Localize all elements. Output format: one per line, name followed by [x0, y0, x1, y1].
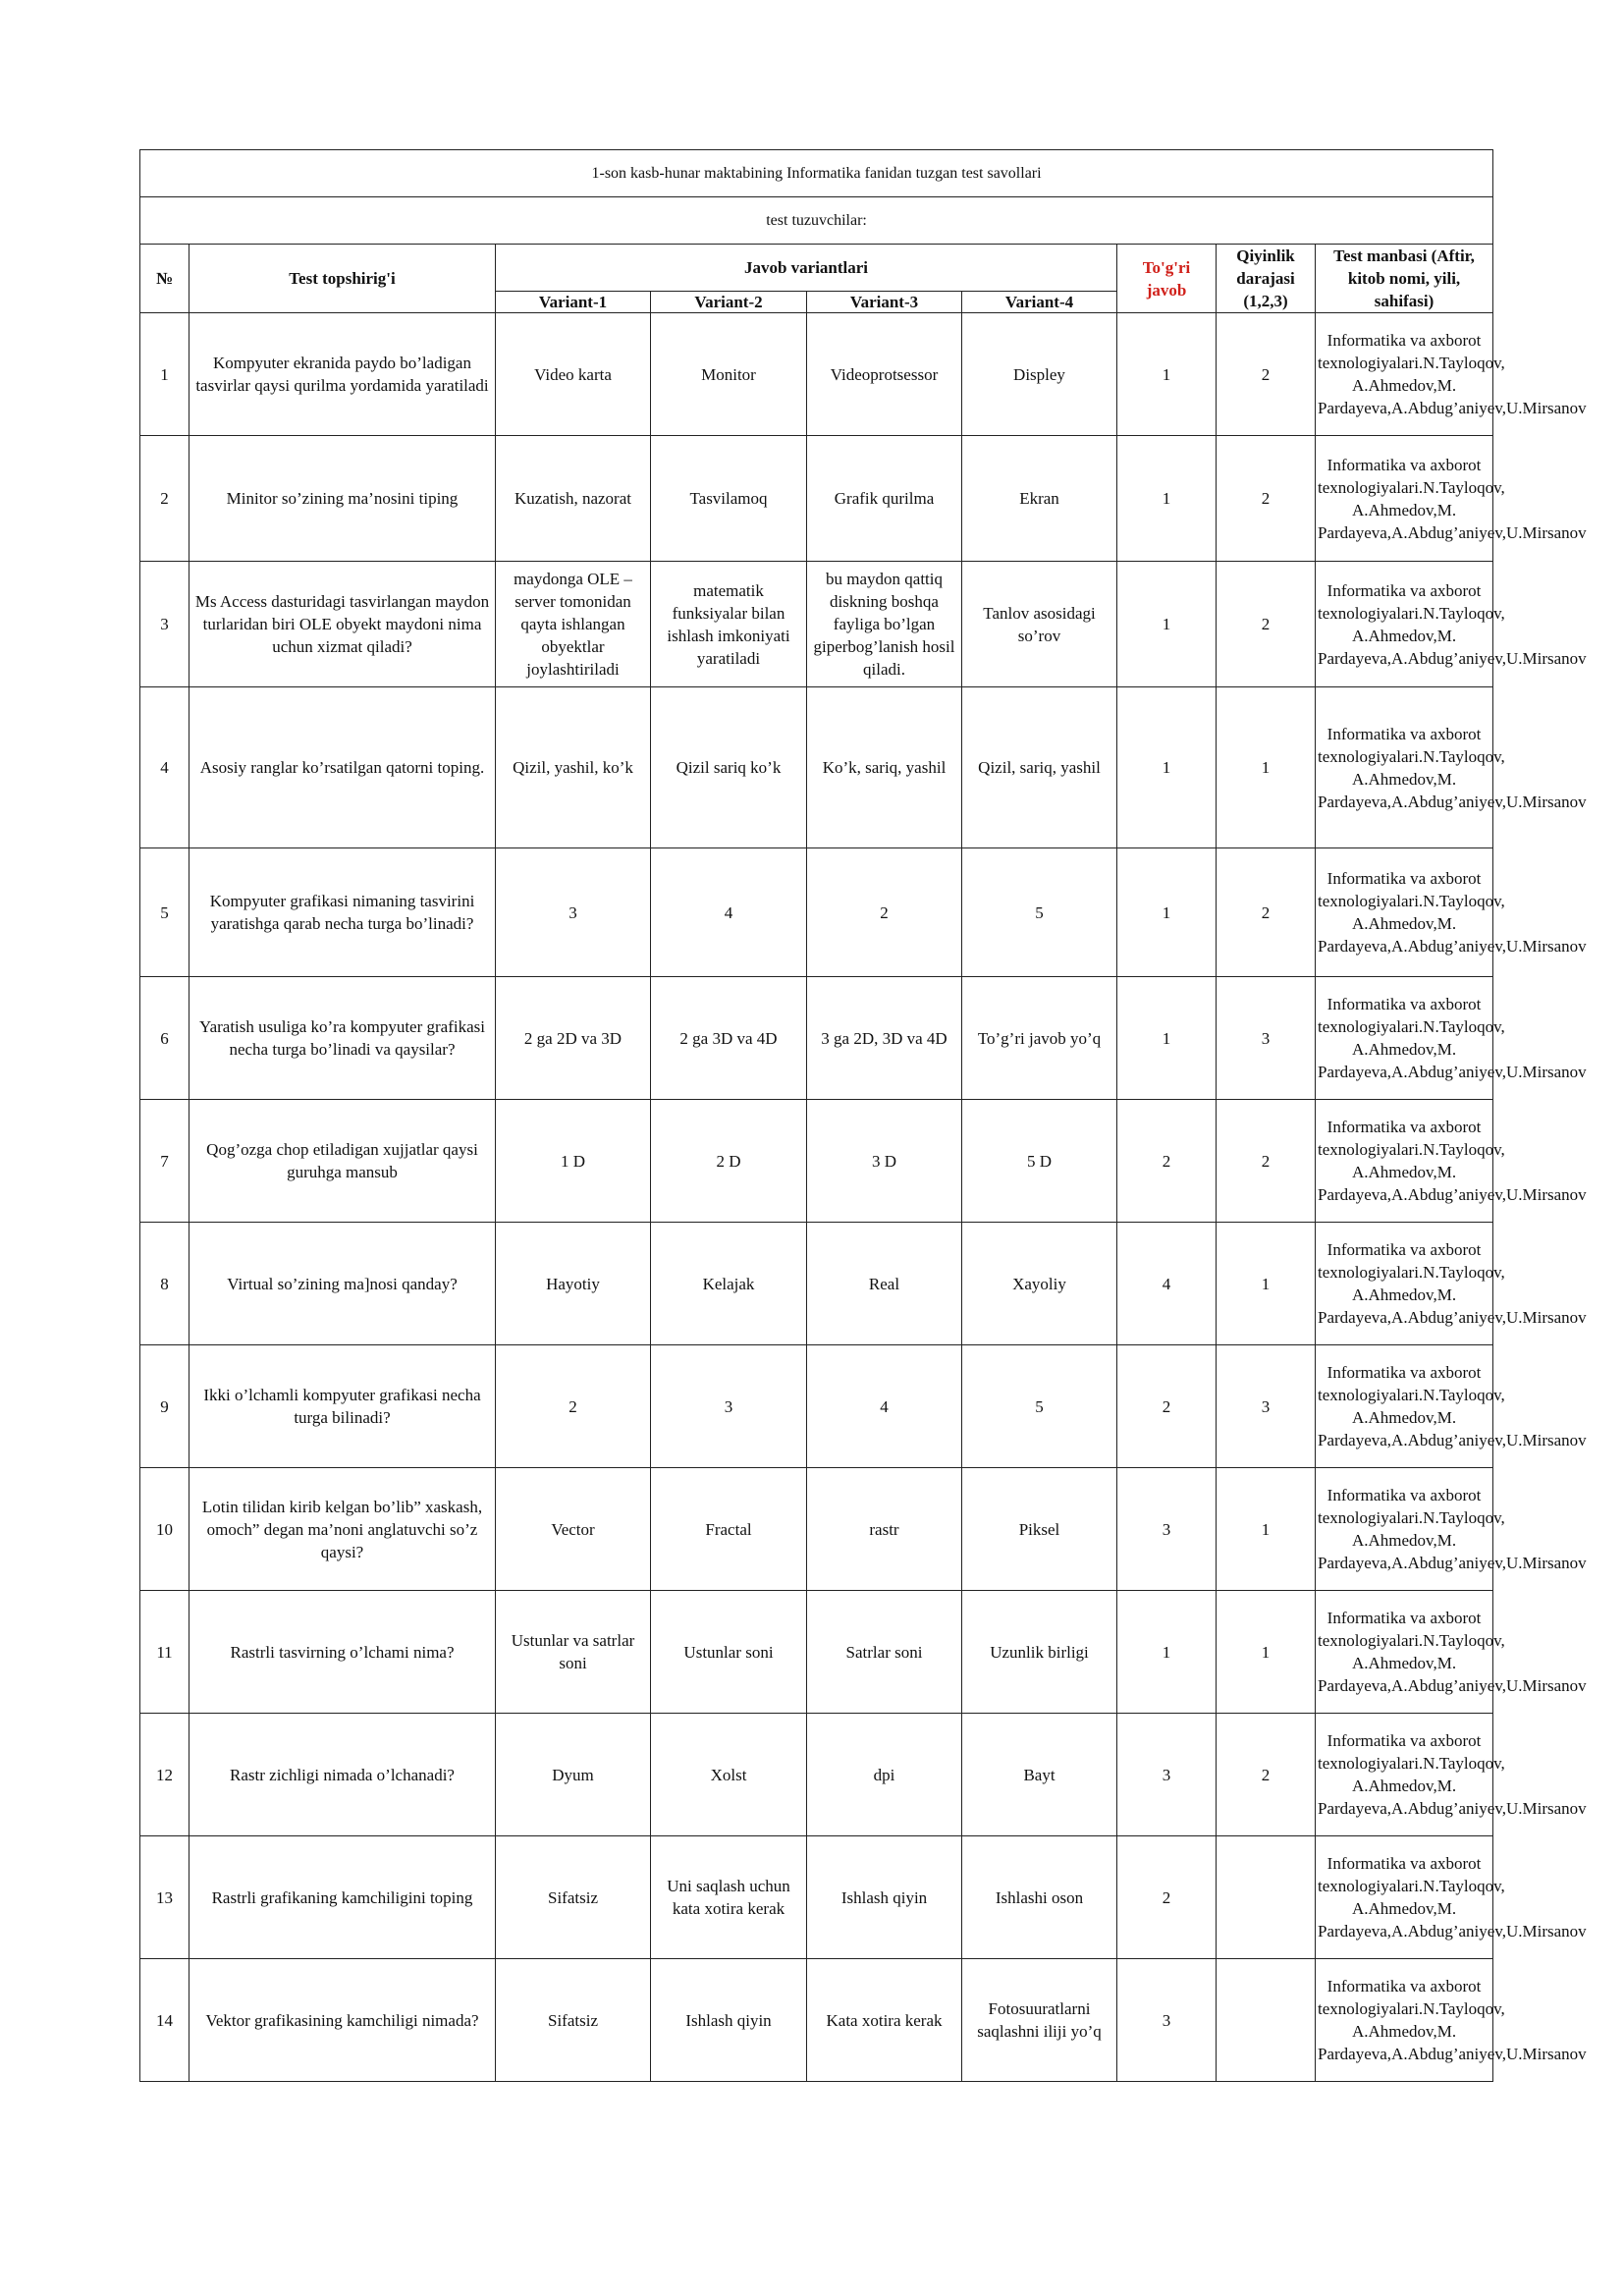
- row-question: Ikki o’lchamli kompyuter grafikasi necha turga bilinadi?: [189, 1345, 496, 1468]
- row-source: Informatika va axborot texnologiyalari.N.Tayloqov, A.Ahmedov,M. Pardayeva,A.Abdug’aniyev,U.Mirsanov: [1316, 1345, 1493, 1468]
- row-correct-answer: 1: [1117, 687, 1217, 848]
- header-difficulty: [1217, 245, 1316, 313]
- row-question: Qog’ozga chop etiladigan xujjatlar qaysi guruhga mansub: [189, 1100, 496, 1223]
- row-question: Kompyuter ekranida paydo bo’ladigan tasvirlar qaysi qurilma yordamida yaratiladi: [189, 313, 496, 436]
- row-variant-4: Xayoliy: [962, 1223, 1117, 1345]
- row-variant-3: dpi: [807, 1714, 962, 1836]
- row-correct-answer: 1: [1117, 562, 1217, 687]
- header-difficulty-text: Qiyinlik darajasi (1,2,3): [1236, 246, 1295, 310]
- row-source: Informatika va axborot texnologiyalari.N.Tayloqov, A.Ahmedov,M. Pardayeva,A.Abdug’aniyev,U.Mirsanov: [1316, 436, 1493, 562]
- row-difficulty: 2: [1217, 1100, 1316, 1223]
- header-task: Test topshirig'i: [189, 245, 496, 313]
- row-variant-2: matematik funksiyalar bilan ishlash imkoniyati yaratiladi: [651, 562, 807, 687]
- row-variant-4: Ekran: [962, 436, 1117, 562]
- row-variant-2: Tasvilamoq: [651, 436, 807, 562]
- row-difficulty: 2: [1217, 313, 1316, 436]
- row-variant-3: Kata xotira kerak: [807, 1959, 962, 2082]
- row-correct-answer: 4: [1117, 1223, 1217, 1345]
- row-difficulty: 2: [1217, 436, 1316, 562]
- row-variant-1: Vector: [496, 1468, 651, 1591]
- row-variant-2: 2 D: [651, 1100, 807, 1223]
- row-correct-answer: 2: [1117, 1100, 1217, 1223]
- row-number: 8: [140, 1223, 189, 1345]
- row-variant-2: Xolst: [651, 1714, 807, 1836]
- table-row: [140, 436, 1493, 562]
- row-question: Ms Access dasturidagi tasvirlangan maydon turlaridan biri OLE obyekt maydoni nima uchun xizmat qiladi?: [189, 562, 496, 687]
- table-row: [140, 1468, 1493, 1591]
- row-number: 11: [140, 1591, 189, 1714]
- row-source: Informatika va axborot texnologiyalari.N.Tayloqov, A.Ahmedov,M. Pardayeva,A.Abdug’aniyev,U.Mirsanov: [1316, 1959, 1493, 2082]
- table-row: [140, 687, 1493, 848]
- row-source: Informatika va axborot texnologiyalari.N.Tayloqov, A.Ahmedov,M. Pardayeva,A.Abdug’aniyev,U.Mirsanov: [1316, 977, 1493, 1100]
- row-difficulty: 2: [1217, 848, 1316, 977]
- row-variant-2: Kelajak: [651, 1223, 807, 1345]
- question-rows: [140, 313, 1587, 2082]
- row-variant-1: 2 ga 2D va 3D: [496, 977, 651, 1100]
- header-source: Test manbasi (Aftir, kitob nomi, yili, sahifasi): [1316, 245, 1493, 313]
- table-row: [140, 562, 1493, 687]
- table-row: [140, 313, 1493, 436]
- row-variant-3: Grafik qurilma: [807, 436, 962, 562]
- row-correct-answer: 2: [1117, 1345, 1217, 1468]
- row-variant-1: Sifatsiz: [496, 1959, 651, 2082]
- table-row: [140, 1223, 1493, 1345]
- row-number: 10: [140, 1468, 189, 1591]
- row-variant-1: Sifatsiz: [496, 1836, 651, 1959]
- row-variant-4: Fotosuuratlarni saqlashni iliji yo’q: [962, 1959, 1117, 2082]
- row-variant-2: Fractal: [651, 1468, 807, 1591]
- row-variant-4: Piksel: [962, 1468, 1117, 1591]
- row-variant-1: 3: [496, 848, 651, 977]
- row-number: 14: [140, 1959, 189, 2082]
- row-correct-answer: 1: [1117, 436, 1217, 562]
- row-variant-4: 5 D: [962, 1100, 1117, 1223]
- row-variant-3: 3 ga 2D, 3D va 4D: [807, 977, 962, 1100]
- row-number: 4: [140, 687, 189, 848]
- authors-line: test tuzuvchilar:: [140, 197, 1493, 245]
- row-variant-3: Real: [807, 1223, 962, 1345]
- row-question: Minitor so’zining ma’nosini tiping: [189, 436, 496, 562]
- row-variant-4: Uzunlik birligi: [962, 1591, 1117, 1714]
- row-variant-1: 1 D: [496, 1100, 651, 1223]
- row-question: Yaratish usuliga ko’ra kompyuter grafikasi necha turga bo’linadi va qaysilar?: [189, 977, 496, 1100]
- row-variant-3: Ishlash qiyin: [807, 1836, 962, 1959]
- row-number: 7: [140, 1100, 189, 1223]
- row-variant-2: Uni saqlash uchun kata xotira kerak: [651, 1836, 807, 1959]
- row-variant-1: Qizil, yashil, ko’k: [496, 687, 651, 848]
- row-difficulty: 3: [1217, 977, 1316, 1100]
- row-variant-1: 2: [496, 1345, 651, 1468]
- row-difficulty: 2: [1217, 562, 1316, 687]
- row-difficulty: 1: [1217, 1223, 1316, 1345]
- row-number: 2: [140, 436, 189, 562]
- header-variant-2: Variant-2: [651, 292, 807, 313]
- row-correct-answer: 3: [1117, 1468, 1217, 1591]
- row-question: Lotin tilidan kirib kelgan bo’lib” xaskash, omoch” degan ma’noni anglatuvchi so’z qaysi?: [189, 1468, 496, 1591]
- row-variant-2: 3: [651, 1345, 807, 1468]
- row-source: Informatika va axborot texnologiyalari.N.Tayloqov, A.Ahmedov,M. Pardayeva,A.Abdug’aniyev,U.Mirsanov: [1316, 848, 1493, 977]
- row-variant-3: bu maydon qattiq diskning boshqa fayliga bo’lgan giperbog’lanish hosil qiladi.: [807, 562, 962, 687]
- row-number: 1: [140, 313, 189, 436]
- table-row: [140, 1100, 1493, 1223]
- table-row: [140, 1345, 1493, 1468]
- row-correct-answer: 1: [1117, 313, 1217, 436]
- row-question: Rastrli tasvirning o’lchami nima?: [189, 1591, 496, 1714]
- row-question: Rastrli grafikaning kamchiligini toping: [189, 1836, 496, 1959]
- table-row: [140, 1959, 1493, 2082]
- row-difficulty: 1: [1217, 1591, 1316, 1714]
- row-variant-3: Videoprotsessor: [807, 313, 962, 436]
- row-difficulty: 3: [1217, 1345, 1316, 1468]
- row-correct-answer: 3: [1117, 1959, 1217, 2082]
- row-variant-3: Ko’k, sariq, yashil: [807, 687, 962, 848]
- row-correct-answer: 3: [1117, 1714, 1217, 1836]
- row-source: Informatika va axborot texnologiyalari.N.Tayloqov, A.Ahmedov,M. Pardayeva,A.Abdug’aniyev,U.Mirsanov: [1316, 1836, 1493, 1959]
- row-variant-3: 2: [807, 848, 962, 977]
- row-variant-4: To’g’ri javob yo’q: [962, 977, 1117, 1100]
- row-correct-answer: 1: [1117, 1591, 1217, 1714]
- row-variant-4: Tanlov asosidagi so’rov: [962, 562, 1117, 687]
- row-variant-1: Ustunlar va satrlar soni: [496, 1591, 651, 1714]
- sheet-title: 1-son kasb-hunar maktabining Informatika fanidan tuzgan test savollari: [140, 150, 1493, 197]
- row-number: 3: [140, 562, 189, 687]
- row-source: Informatika va axborot texnologiyalari.N.Tayloqov, A.Ahmedov,M. Pardayeva,A.Abdug’aniyev,U.Mirsanov: [1316, 1223, 1493, 1345]
- table-row: [140, 1836, 1493, 1959]
- row-question: Virtual so’zining ma]nosi qanday?: [189, 1223, 496, 1345]
- row-source: Informatika va axborot texnologiyalari.N.Tayloqov, A.Ahmedov,M. Pardayeva,A.Abdug’aniyev,U.Mirsanov: [1316, 562, 1493, 687]
- row-source: Informatika va axborot texnologiyalari.N.Tayloqov, A.Ahmedov,M. Pardayeva,A.Abdug’aniyev,U.Mirsanov: [1316, 1100, 1493, 1223]
- row-variant-1: maydonga OLE – server tomonidan qayta ishlangan obyektlar joylashtiriladi: [496, 562, 651, 687]
- row-question: Asosiy ranglar ko’rsatilgan qatorni toping.: [189, 687, 496, 848]
- row-difficulty: [1217, 1959, 1316, 2082]
- row-correct-answer: 1: [1117, 848, 1217, 977]
- row-number: 9: [140, 1345, 189, 1468]
- row-number: 6: [140, 977, 189, 1100]
- row-variant-1: Video karta: [496, 313, 651, 436]
- row-question: Vektor grafikasining kamchiligi nimada?: [189, 1959, 496, 2082]
- test-questions-table: [139, 149, 1587, 2082]
- row-question: Kompyuter grafikasi nimaning tasvirini yaratishga qarab necha turga bo’linadi?: [189, 848, 496, 977]
- table-row: [140, 977, 1493, 1100]
- table-row: [140, 848, 1493, 977]
- row-variant-3: rastr: [807, 1468, 962, 1591]
- header-variant-1: Variant-1: [496, 292, 651, 313]
- row-difficulty: 1: [1217, 687, 1316, 848]
- row-variant-2: Ishlash qiyin: [651, 1959, 807, 2082]
- row-variant-4: Displey: [962, 313, 1117, 436]
- table-row: [140, 1591, 1493, 1714]
- header-variant-3: Variant-3: [807, 292, 962, 313]
- row-source: Informatika va axborot texnologiyalari.N.Tayloqov, A.Ahmedov,M. Pardayeva,A.Abdug’aniyev,U.Mirsanov: [1316, 687, 1493, 848]
- row-number: 13: [140, 1836, 189, 1959]
- row-difficulty: 2: [1217, 1714, 1316, 1836]
- row-variant-4: 5: [962, 848, 1117, 977]
- row-source: Informatika va axborot texnologiyalari.N.Tayloqov, A.Ahmedov,M. Pardayeva,A.Abdug’aniyev,U.Mirsanov: [1316, 313, 1493, 436]
- row-variant-4: 5: [962, 1345, 1117, 1468]
- row-variant-2: Ustunlar soni: [651, 1591, 807, 1714]
- row-difficulty: 1: [1217, 1468, 1316, 1591]
- row-source: Informatika va axborot texnologiyalari.N.Tayloqov, A.Ahmedov,M. Pardayeva,A.Abdug’aniyev,U.Mirsanov: [1316, 1714, 1493, 1836]
- row-variant-4: Ishlashi oson: [962, 1836, 1117, 1959]
- row-correct-answer: 1: [1117, 977, 1217, 1100]
- row-variant-3: 3 D: [807, 1100, 962, 1223]
- row-variant-3: 4: [807, 1345, 962, 1468]
- row-question: Rastr zichligi nimada o’lchanadi?: [189, 1714, 496, 1836]
- row-variant-1: Dyum: [496, 1714, 651, 1836]
- header-variant-4: Variant-4: [962, 292, 1117, 313]
- row-variant-4: Bayt: [962, 1714, 1117, 1836]
- header-number: №: [140, 245, 189, 313]
- row-correct-answer: 2: [1117, 1836, 1217, 1959]
- row-variant-2: 4: [651, 848, 807, 977]
- row-variant-2: Monitor: [651, 313, 807, 436]
- row-variant-1: Kuzatish, nazorat: [496, 436, 651, 562]
- row-variant-4: Qizil, sariq, yashil: [962, 687, 1117, 848]
- header-correct-answer: To'g'ri javob: [1117, 245, 1217, 313]
- header-answer-variants: Javob variantlari: [496, 245, 1117, 292]
- row-number: 12: [140, 1714, 189, 1836]
- row-variant-2: 2 ga 3D va 4D: [651, 977, 807, 1100]
- row-number: 5: [140, 848, 189, 977]
- row-variant-3: Satrlar soni: [807, 1591, 962, 1714]
- row-variant-1: Hayotiy: [496, 1223, 651, 1345]
- row-source: Informatika va axborot texnologiyalari.N.Tayloqov, A.Ahmedov,M. Pardayeva,A.Abdug’aniyev,U.Mirsanov: [1316, 1468, 1493, 1591]
- row-difficulty: [1217, 1836, 1316, 1959]
- row-variant-2: Qizil sariq ko’k: [651, 687, 807, 848]
- table-row: [140, 1714, 1493, 1836]
- row-source: Informatika va axborot texnologiyalari.N.Tayloqov, A.Ahmedov,M. Pardayeva,A.Abdug’aniyev,U.Mirsanov: [1316, 1591, 1493, 1714]
